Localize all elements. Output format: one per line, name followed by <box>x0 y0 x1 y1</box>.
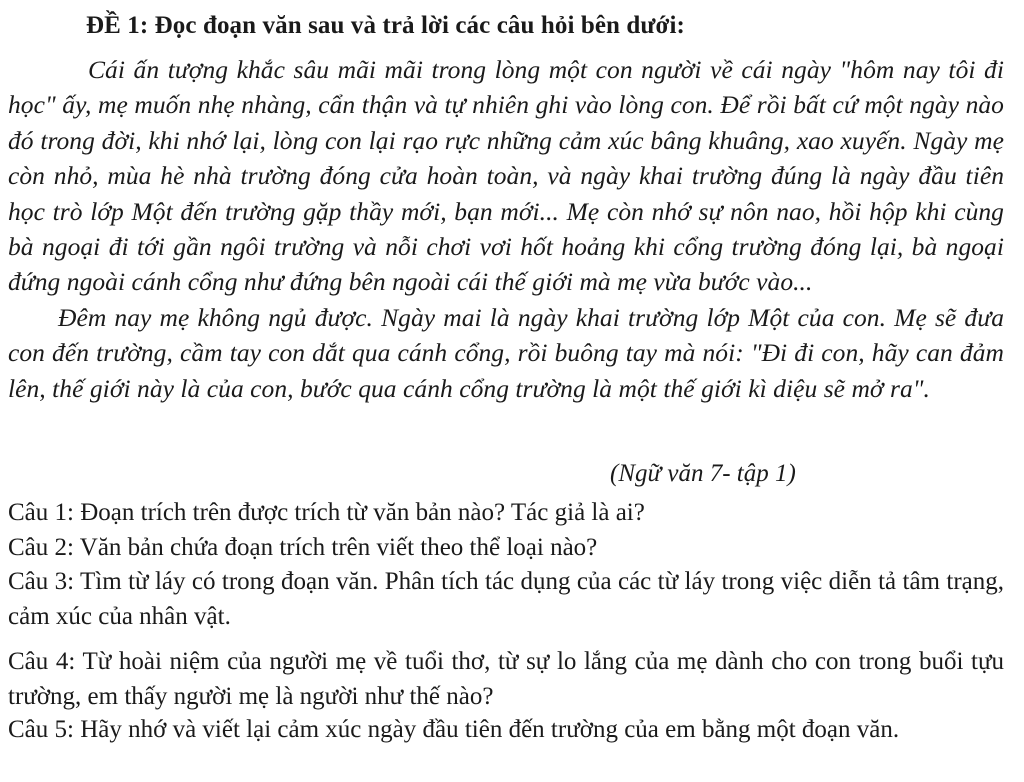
question-2: Câu 2: Văn bản chứa đoạn trích trên viết theo thể loại nào? <box>8 534 598 561</box>
passage-source: (Ngữ văn 7- tập 1) <box>610 460 796 487</box>
reading-passage <box>8 52 1004 406</box>
exam-heading: ĐỀ 1: Đọc đoạn văn sau và trả lời các câu hỏi bên dưới: <box>86 12 685 39</box>
passage-paragraph-1: Cái ấn tượng khắc sâu mãi mãi trong lòng một con người về cái ngày "hôm nay tôi đi học" ấy, mẹ muốn nhẹ nhàng, cẩn thận và tự nhiên ghi vào lòng con. Để rồi bất cứ một ngày nào đó trong đời, khi nhớ lại, lòng con lại rạo rực những cảm xúc bâng khuâng, xao xuyến. Ngày mẹ còn nhỏ, mùa hè nhà trường đóng cửa hoàn toàn, và ngày khai trường đúng là ngày đầu tiên học trò lớp Một đến trường gặp thầy mới, bạn mới... Mẹ còn nhớ sự nôn nao, hồi hộp khi cùng bà ngoại đi tới gần ngôi trường và nỗi chơi vơi hốt hoảng khi cổng trường đóng lại, bà ngoại đứng ngoài cánh cổng như đứng bên ngoài cái thế giới mà mẹ vừa bước vào... <box>8 55 1004 297</box>
question-5: Câu 5: Hãy nhớ và viết lại cảm xúc ngày đầu tiên đến trường của em bằng một đoạn văn. <box>8 716 900 743</box>
question-1: Câu 1: Đoạn trích trên được trích từ văn bản nào? Tác giả là ai? <box>8 499 645 526</box>
passage-paragraph-2: Đêm nay mẹ không ngủ được. Ngày mai là ngày khai trường lớp Một của con. Mẹ sẽ đưa con đến trường, cầm tay con dắt qua cánh cổng, rồi buông tay mà nói: "Đi đi con, hãy can đảm lên, thế giới này là của con, bước qua cánh cổng trường là một thế giới kì diệu sẽ mở ra". <box>8 302 1004 403</box>
question-4: Câu 4: Từ hoài niệm của người mẹ về tuổi thơ, từ sự lo lắng của mẹ dành cho con trong buổi tựu trường, em thấy người mẹ là người như thế nào? <box>8 648 1004 710</box>
question-3: Câu 3: Tìm từ láy có trong đoạn văn. Phân tích tác dụng của các từ láy trong việc diễn tả tâm trạng, cảm xúc của nhân vật. <box>8 568 1004 630</box>
